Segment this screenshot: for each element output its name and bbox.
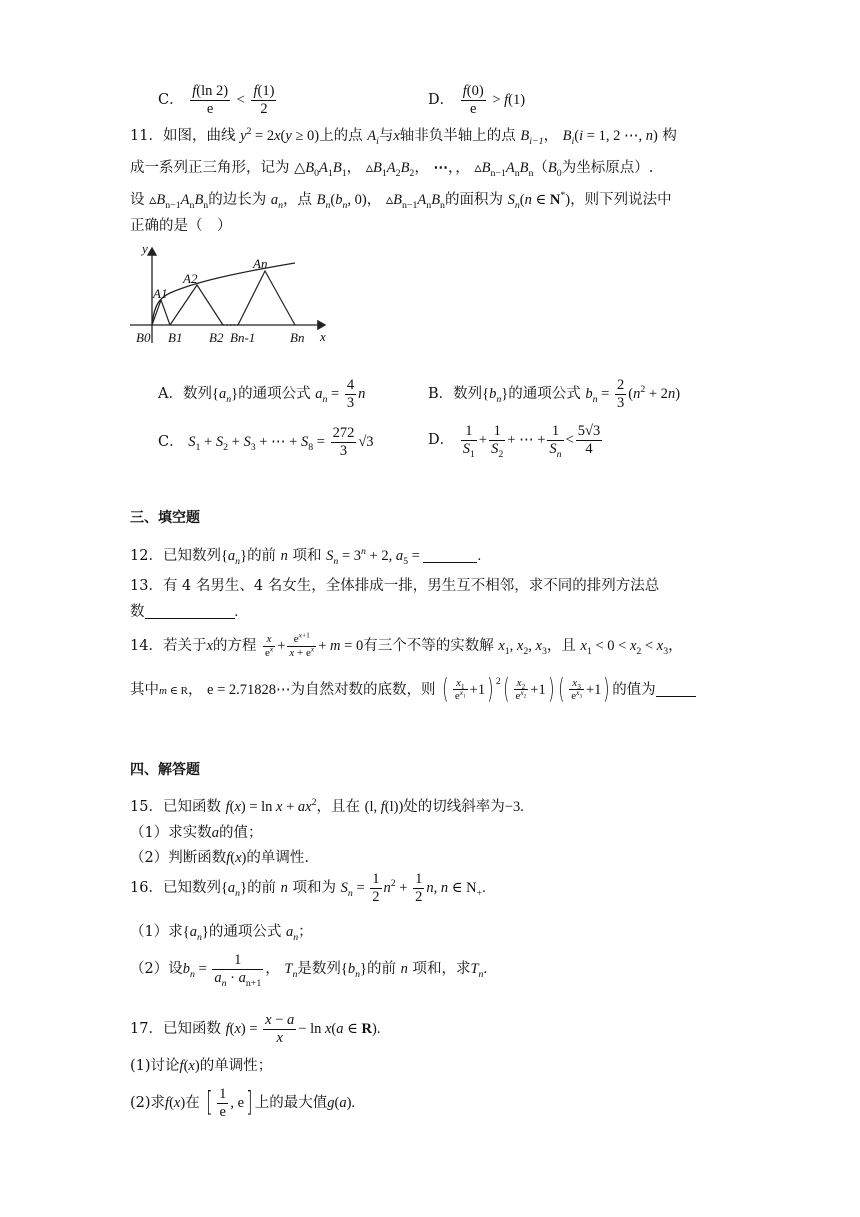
q17-part2: (2)求f(x)在 [ $\frac{1}{e}$ , e] 上的最大值g(a).: [130, 1086, 356, 1120]
q17-part1: (1)讨论f(x)的单调性；: [130, 1058, 273, 1074]
q15-part2: （2）判断函数f(x)的单调性.: [130, 850, 309, 866]
q11-option-d: D． $\frac{1}{S_1}$ + $\frac{1}{S_2}$ + ⋯ + $\frac{1}{S_n}$ < $\frac{5√3}{4}$: [428, 423, 601, 460]
fig-label-b0: B0: [136, 330, 151, 345]
fig-label-an: An: [253, 256, 268, 271]
q10-option-d: D． $\frac{f(0)}{e}$ > f(1): [428, 83, 526, 117]
fig-label-a2: A2: [183, 271, 198, 286]
q15-part1: （1）求实数a的值；: [130, 825, 263, 841]
q14-answer-blank[interactable]: [656, 681, 696, 697]
fig-label-b2: B2: [209, 330, 224, 345]
triangle-n: [238, 271, 295, 325]
fig-label-bn1: Bn-1: [230, 330, 256, 345]
q16: 16．已知数列$\{a_n\}$的前 n 项和为 $S_n$ = $\frac{1}{2}$ $n^2$ + $\frac{1}{2}$ n, n ∈ $N_+$.: [130, 871, 486, 905]
q15: 15．已知函数 $f(x) = \ln x + ax^2$，且在 (l, f(l))处的切线斜率为−3.: [130, 797, 524, 815]
q17: 17．已知函数 f(x) = $\frac{x - a}{x}$ − ln x(a ∈ R).: [130, 1012, 381, 1046]
q16-part1: （1）求$\{a_n\}$的通项公式 $a_n$；: [130, 924, 313, 943]
q11-line1: 11．如图，曲线 $y^2 = 2x(y \ge 0)$上的点 $A_i$与x轴非负半轴上的点 $B_{i-1}$， $B_i(i = 1$, 2 ⋯, n) 构: [130, 126, 677, 147]
parabola-curve: [152, 263, 295, 325]
q12: 12．已知数列$\{a_n\}$的前 n 项和 $S_n = 3^n + 2$, $a_5$ = .: [130, 546, 482, 567]
fig-label-y: y: [142, 241, 148, 256]
section-3-title: 三、填空题: [130, 510, 200, 526]
fig-label-b1: B1: [168, 330, 183, 345]
q11-option-a: A．数列$\{a_n\}$的通项公式 $a_n$ = $\frac{4}{3}$ n: [158, 377, 366, 411]
triangle-2: [170, 285, 223, 325]
q13-line2: 数 .: [130, 604, 239, 620]
q11-line2: 成一系列正三角形，记为 $\triangle B_0A_1B_1$， $▵B_1A_2B_2$， ⋯，， $▵B_{n-1}A_nB_n(B_0$为坐标原点）.: [130, 160, 654, 179]
q11-line4: 正确的是（ ）: [130, 218, 232, 234]
q13-answer-blank[interactable]: [145, 604, 235, 620]
q16-part2: （2）设$b_n$ = $\frac{1}{a_n \cdot a_{n+1}}$ ， $T_n$是数列$\{b_n\}$的前 n 项和，求$T_n$.: [130, 952, 488, 989]
q13-line1: 13．有 4 名男生、4 名女生，全体排成一排，男生互不相邻，求不同的排列方法总: [130, 578, 660, 594]
q11-figure: [125, 238, 335, 348]
q11-line3: 设 $▵B_{n-1}A_nB_n$的边长为 $a_n$，点 $B_n(b_n$, 0)， $▵B_{n-1}A_nB_n$的面积为 $S_n(n$ ∈ N*)，则下列说法中: [130, 190, 672, 211]
fig-label-bn: Bn: [290, 330, 305, 345]
q14-line2: 其中m ∈ R， e = 2.71828⋯为自然对数的底数，则 ( $\frac{x_1}{e^{x_1}}$ +1) $^2$( $\frac{x_2}{e^{x_2}}$ +1) ( $\frac{x_3}{e^{x_3}}$ +1) 的值为: [130, 676, 696, 704]
q12-answer-blank[interactable]: [423, 548, 477, 564]
fig-label-x: x: [320, 329, 326, 344]
fig-label-a1: A1: [153, 286, 168, 301]
section-4-title: 四、解答题: [130, 762, 200, 778]
q14-line1: 14．若关于x的方程 $\frac{x}{e^x}$ + $\frac{e^{x+1}}{x + e^x}$ + m = 0有三个不等的实数解 $x_1$, $x_2$, $x_3$，且 $x_1 < 0 < x_2 < x_3$，: [130, 630, 683, 659]
q11-option-b: B．数列$\{b_n\}$的通项公式 $b_n$ = $\frac{2}{3}$ $(n^2 + 2n)$: [428, 377, 681, 411]
q11-option-c: C． $S_1 + S_2 + S_3$ + ⋯ + $S_8$ = $\frac{272}{3}$ √3: [158, 425, 374, 459]
q10-option-c: C． $\frac{f(\ln 2)}{e}$ < $\frac{f(1)}{2}$: [158, 83, 275, 117]
